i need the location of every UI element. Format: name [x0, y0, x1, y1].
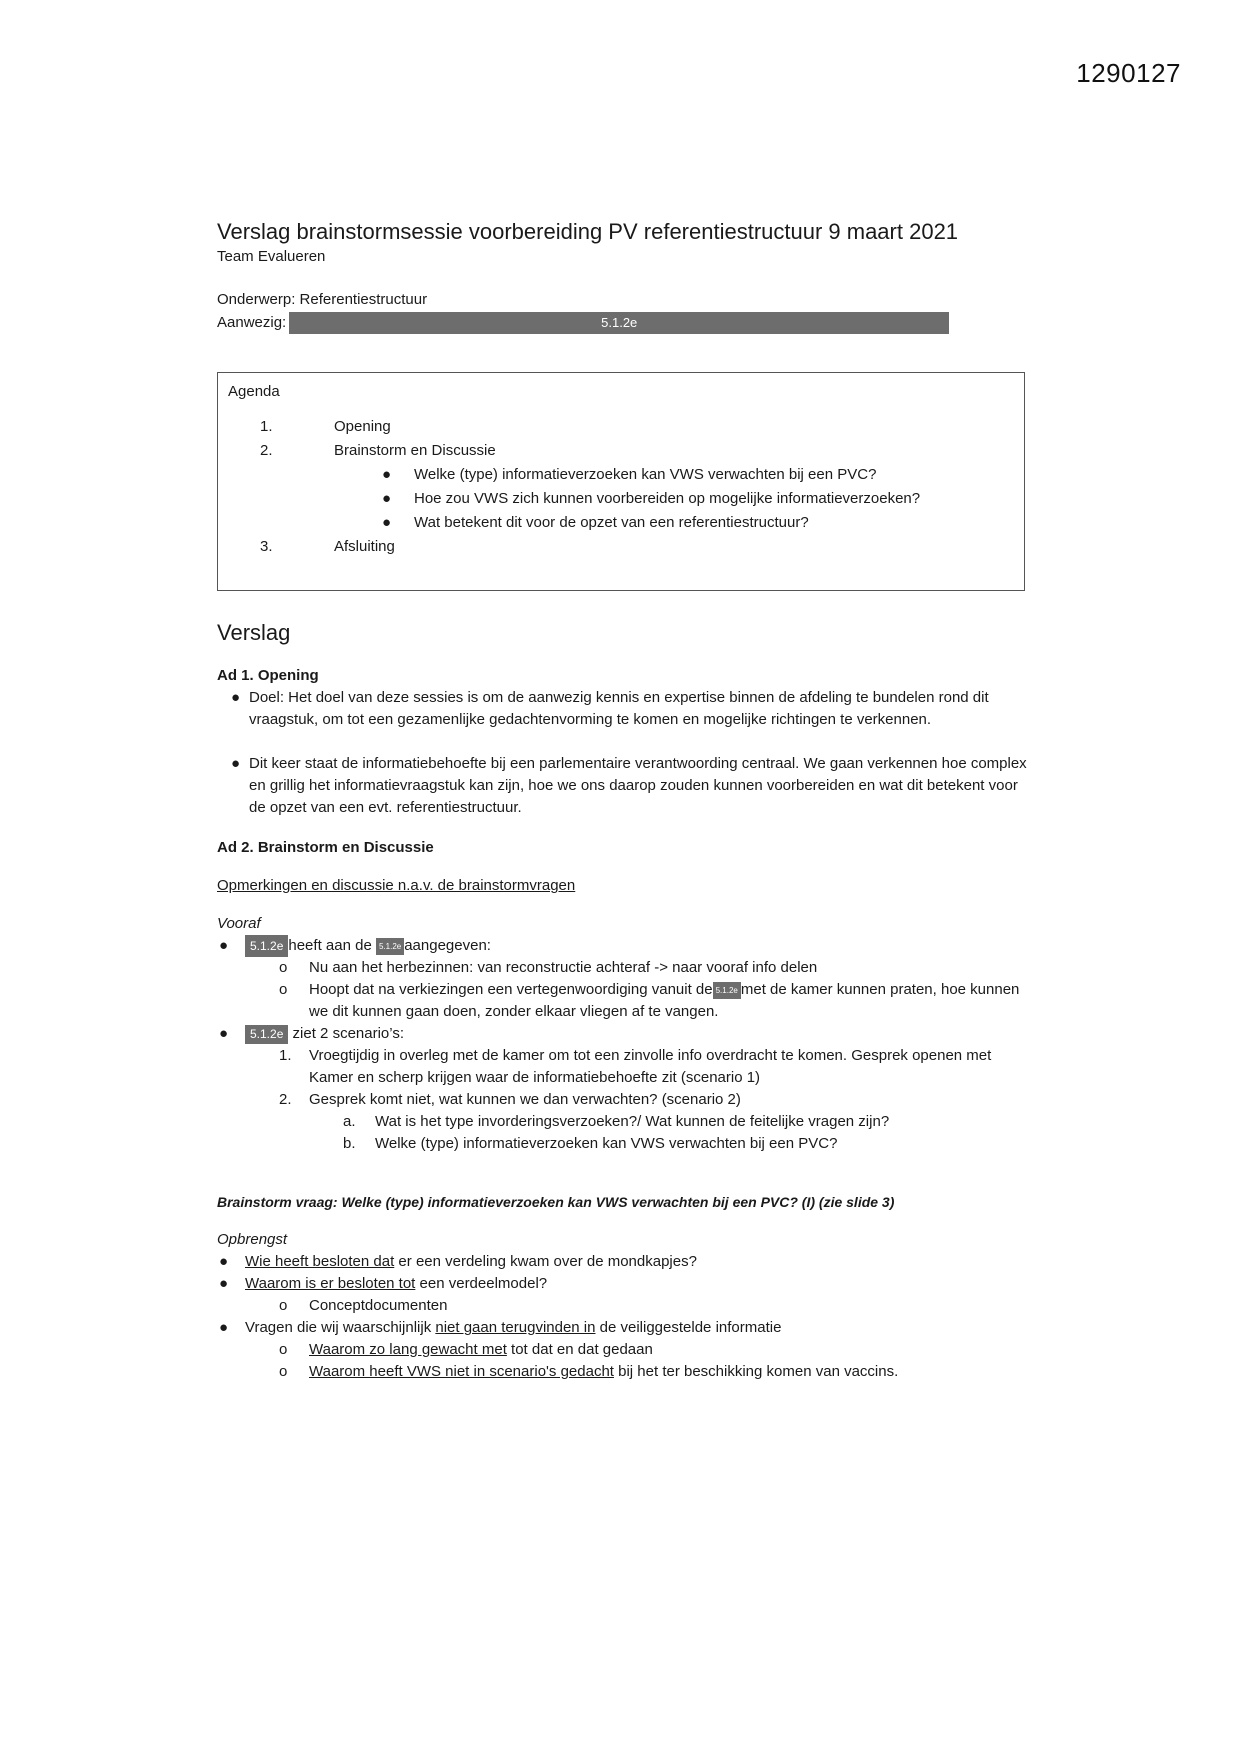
- agenda-item: [228, 440, 1014, 464]
- list-item-text: er een verdeling kwam over de mondkapjes?: [394, 1253, 697, 1270]
- list-item: [217, 935, 1027, 957]
- ad2-subheading: Opmerkingen en discussie n.a.v. de brainstormvragen: [217, 877, 576, 894]
- sub-list-item: [217, 1295, 1027, 1317]
- bullet-icon: ●: [231, 689, 241, 706]
- scenario-number: 2.: [279, 1091, 292, 1108]
- sub-list-item: [217, 1045, 1027, 1089]
- bullet-icon: ●: [219, 937, 229, 954]
- sub-list-item-text: Nu aan het herbezinnen: van reconstructie achteraf -> naar vooraf info delen: [309, 959, 818, 976]
- scenario-text: Gesprek komt niet, wat kunnen we dan verwachten? (scenario 2): [309, 1091, 741, 1108]
- circle-bullet-icon: o: [279, 981, 288, 998]
- bullet-icon: ●: [382, 514, 392, 531]
- bullet-icon: ●: [219, 1319, 229, 1336]
- list-item-text: aangegeven:: [404, 937, 491, 954]
- agenda-subitem-text: Hoe zou VWS zich kunnen voorbereiden op mogelijke informatieverzoeken?: [414, 490, 921, 507]
- sub-item-text: Welke (type) informatieverzoeken kan VWS verwachten bij een PVC?: [375, 1135, 838, 1152]
- verslag-heading: Verslag: [217, 620, 291, 645]
- agenda-item-number: 2.: [260, 442, 273, 459]
- list-item-text: Wie heeft besloten dat: [245, 1253, 395, 1270]
- document-page: [217, 218, 1027, 1383]
- redaction-aanwezig: 5.1.2e: [289, 312, 949, 334]
- redaction-box: 5.1.2e: [245, 1025, 288, 1044]
- agenda-subitem: [228, 464, 1014, 488]
- meta-block: [217, 288, 1027, 334]
- agenda-box: [217, 372, 1025, 591]
- list-item: [217, 1273, 1027, 1295]
- redaction-box: 5.1.2e: [376, 938, 404, 955]
- sub-list-item-text: tot dat en dat gedaan: [506, 1341, 653, 1358]
- circle-bullet-icon: o: [279, 1341, 288, 1358]
- bullet-icon: ●: [219, 1275, 229, 1292]
- redaction-box: 5.1.2e: [245, 935, 288, 957]
- agenda-item-text: Opening: [334, 418, 391, 435]
- list-item: [217, 687, 1027, 731]
- aanwezig-label: Aanwezig:: [217, 313, 287, 331]
- list-item-text: ziet 2 scenario’s:: [292, 1025, 404, 1042]
- sub-list-item-text: Hoopt dat na verkiezingen een vertegenwoordiging vanuit de: [309, 981, 713, 998]
- list-item: [217, 1317, 1027, 1339]
- opbrengst-label: Opbrengst: [217, 1231, 288, 1248]
- agenda-item: [228, 416, 1014, 440]
- sub-item-mark: a.: [343, 1113, 356, 1130]
- circle-bullet-icon: o: [279, 1297, 288, 1314]
- sub-list-item-text: Waarom heeft VWS niet in scenario's gedacht: [309, 1363, 614, 1380]
- agenda-item: [228, 536, 1014, 560]
- sub-list-item: [217, 1339, 1027, 1361]
- ad1-heading: Ad 1. Opening: [217, 667, 319, 684]
- sub-list-item: [217, 1361, 1027, 1383]
- sub-list-item-text: bij het ter beschikking komen van vaccins.: [613, 1363, 899, 1380]
- list-item-text: Dit keer staat de informatiebehoefte bij een parlementaire verantwoording centraal. We gaan verkennen hoe complex en grillig het informatievraagstuk kan zijn, hoe we ons daarop zouden kunnen voorbereiden en wat dit betekent voor de opzet van een evt. referentiestructuur.: [249, 755, 1027, 816]
- circle-bullet-icon: o: [279, 1363, 288, 1380]
- bullet-icon: ●: [382, 490, 392, 507]
- list-item-text: niet gaan terugvinden in: [435, 1319, 596, 1336]
- agenda-subitem-text: Welke (type) informatieverzoeken kan VWS verwachten bij een PVC?: [414, 466, 877, 483]
- bullet-icon: ●: [382, 466, 392, 483]
- agenda-item-number: 1.: [260, 418, 273, 435]
- list-item-text: een verdeelmodel?: [415, 1275, 548, 1292]
- agenda-item-number: 3.: [260, 538, 273, 555]
- bullet-icon: ●: [231, 755, 241, 772]
- agenda-item-text: Afsluiting: [334, 538, 395, 555]
- sub-sub-list-item: [217, 1111, 1027, 1133]
- list-item-text: heeft aan de: [288, 937, 372, 954]
- sub-list-item: [217, 957, 1027, 979]
- onderwerp-label: Onderwerp:: [217, 290, 296, 308]
- agenda-item-text: Brainstorm en Discussie: [334, 442, 496, 459]
- onderwerp-value: Referentiestructuur: [299, 290, 428, 308]
- sub-list-item-text: Conceptdocumenten: [309, 1297, 448, 1314]
- bullet-icon: ●: [219, 1025, 229, 1042]
- document-subtitle: Team Evalueren: [217, 248, 326, 265]
- vooraf-label: Vooraf: [217, 915, 261, 932]
- agenda-subitem-text: Wat betekent dit voor de opzet van een referentiestructuur?: [414, 514, 809, 531]
- list-item: [217, 1023, 1027, 1045]
- sub-list-item-text: Waarom zo lang gewacht met: [309, 1341, 507, 1358]
- scenario-number: 1.: [279, 1047, 292, 1064]
- list-item: [217, 753, 1027, 819]
- list-item: [217, 1251, 1027, 1273]
- sub-list-item: [217, 979, 1027, 1023]
- document-id: 1290127: [1076, 58, 1181, 88]
- sub-list-item: [217, 1089, 1027, 1111]
- redaction-box: 5.1.2e: [713, 982, 741, 999]
- list-item-text: Waarom is er besloten tot: [245, 1275, 416, 1292]
- agenda-title: Agenda: [228, 383, 280, 400]
- list-item-text: Vragen die wij waarschijnlijk: [245, 1319, 436, 1336]
- sub-sub-list-item: [217, 1133, 1027, 1155]
- sub-list-item-text: met de kamer kunnen praten, hoe kunnen we dit kunnen gaan doen, zonder elkaar vliegen af te vangen.: [309, 981, 1020, 1020]
- agenda-subitem: [228, 488, 1014, 512]
- bullet-icon: ●: [219, 1253, 229, 1270]
- brainstorm-question: Brainstorm vraag: Welke (type) informatieverzoeken kan VWS verwachten bij een PVC? (I) (zie slide 3): [217, 1194, 895, 1210]
- ad2-heading: Ad 2. Brainstorm en Discussie: [217, 839, 434, 856]
- document-title: Verslag brainstormsessie voorbereiding PV referentiestructuur 9 maart 2021: [217, 219, 959, 244]
- sub-item-text: Wat is het type invorderingsverzoeken?/ Wat kunnen de feitelijke vragen zijn?: [375, 1113, 890, 1130]
- circle-bullet-icon: o: [279, 959, 288, 976]
- agenda-subitem: [228, 512, 1014, 536]
- sub-item-mark: b.: [343, 1135, 356, 1152]
- list-item-text: de veiliggestelde informatie: [595, 1319, 782, 1336]
- list-item-text: Doel: Het doel van deze sessies is om de aanwezig kennis en expertise binnen de afdeling te bundelen rond dit vraagstuk, om tot een gezamenlijke gedachtenvorming te komen en mogelijke richtingen te verkennen.: [249, 689, 989, 728]
- scenario-text: Vroegtijdig in overleg met de kamer om tot een zinvolle info overdracht te komen. Gesprek openen met Kamer en scherp krijgen waar de informatiebehoefte zit (scenario 1): [309, 1047, 992, 1086]
